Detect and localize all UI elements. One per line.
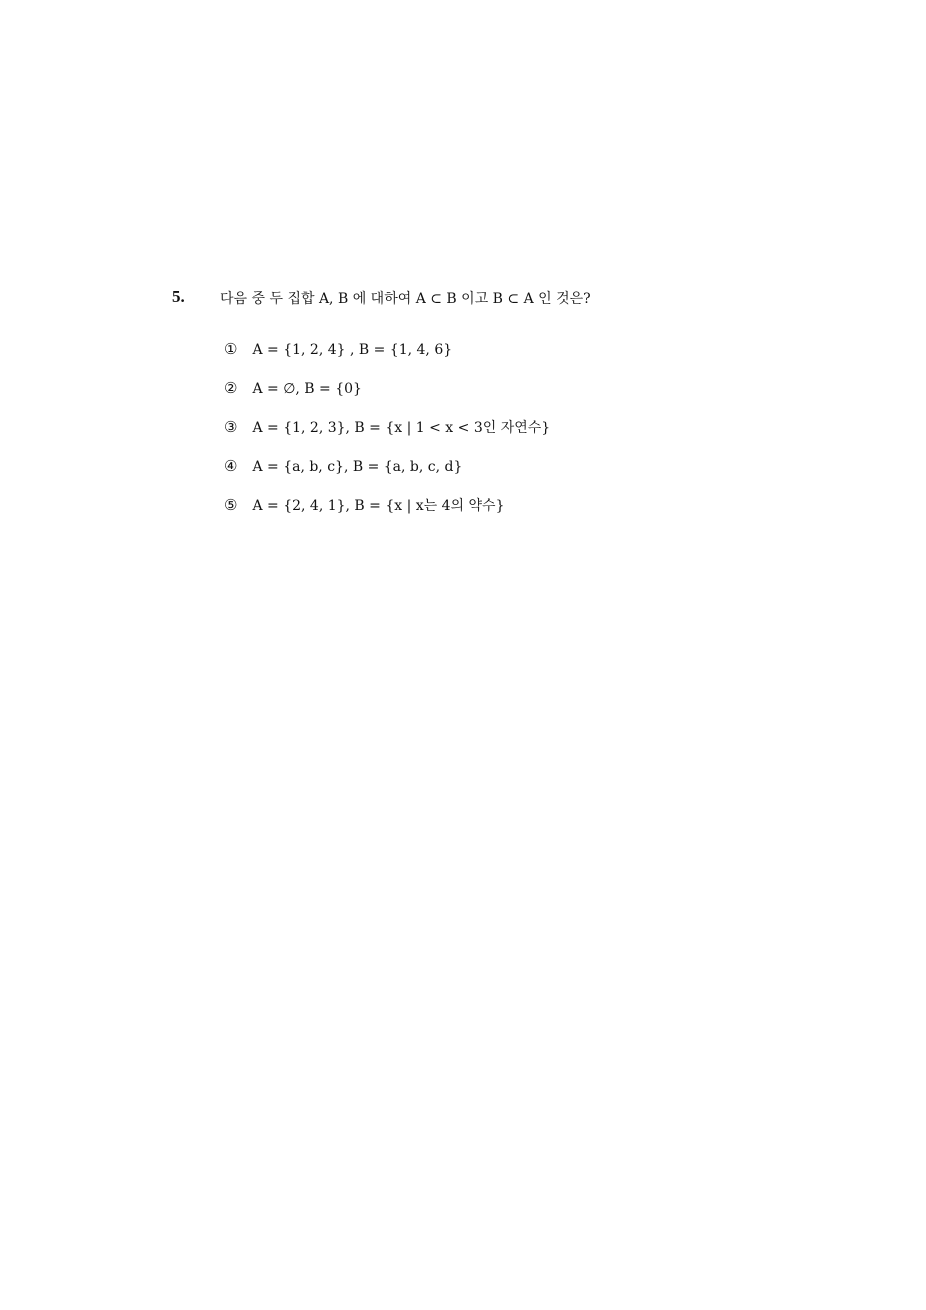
- question-text: 다음 중 두 집합 A, B 에 대하여 A ⊂ B 이고 B ⊂ A 인 것은?: [220, 291, 591, 307]
- choice-marker: ⑤: [224, 496, 238, 514]
- choice-4[interactable]: [224, 456, 550, 495]
- choice-marker: ④: [224, 457, 238, 475]
- choice-marker: ②: [224, 379, 238, 397]
- choice-marker: ①: [224, 340, 238, 358]
- choice-2[interactable]: [224, 378, 550, 417]
- choice-text: A = {1, 2, 3}, B = {x | 1 < x < 3인 자연수}: [252, 420, 551, 436]
- answer-choices: [224, 339, 550, 534]
- choice-text: A = ∅, B = {0}: [252, 381, 362, 397]
- choice-text: A = {a, b, c}, B = {a, b, c, d}: [252, 459, 463, 475]
- choice-3[interactable]: [224, 417, 550, 456]
- question-number: 5.: [172, 287, 185, 306]
- choice-5[interactable]: [224, 495, 550, 534]
- choice-text: A = {2, 4, 1}, B = {x | x는 4의 약수}: [252, 498, 505, 514]
- choice-1[interactable]: [224, 339, 550, 378]
- choice-text: A = {1, 2, 4} , B = {1, 4, 6}: [252, 342, 453, 358]
- choice-marker: ③: [224, 418, 238, 436]
